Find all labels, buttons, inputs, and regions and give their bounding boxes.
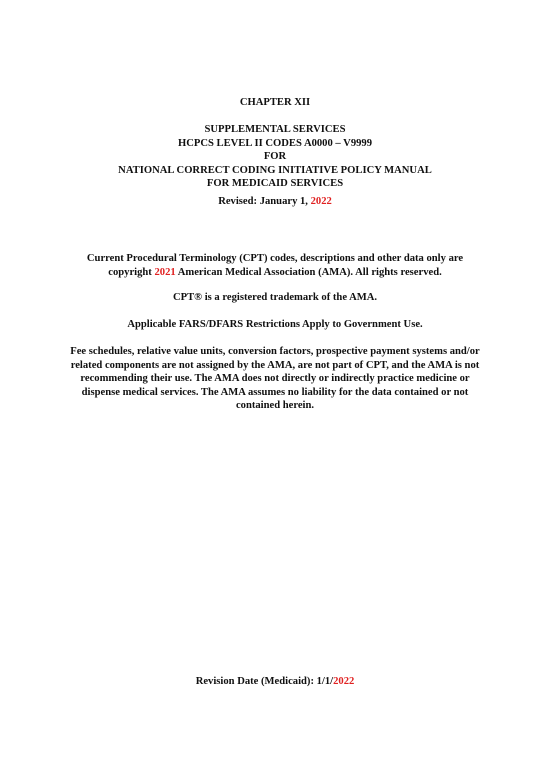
fars-notice [55,318,495,332]
revised-year: 2022 [310,196,332,207]
trademark-line: CPT® is a registered trademark of the AMA. [172,292,378,303]
fee-line-5: contained herein. [235,400,315,411]
footer-line [55,675,495,689]
fee-line-2: related components are not assigned by the AMA, are not part of CPT, and the AMA is not [70,359,480,371]
revision-date-footer [55,675,495,689]
title-line-2: HCPCS LEVEL II CODES A0000 – V9999 [177,137,373,149]
title-line-1: SUPPLEMENTAL SERVICES [204,124,346,135]
trademark-notice [55,291,495,305]
fee-line-1: Fee schedules, relative value units, conversion factors, prospective payment systems and/or [70,346,480,357]
chapter-title: CHAPTER XII [239,97,311,108]
copyright-prefix: copyright [108,266,155,278]
revised-date [55,195,495,209]
copyright-suffix: American Medical Association (AMA). All rights reserved. [175,266,442,278]
fee-line-4: dispense medical services. The AMA assumes no liability for the data contained or not [81,386,469,398]
copyright-notice [55,252,495,279]
footer-prefix: Revision Date (Medicaid): 1/1/ [195,676,334,687]
revised-line [55,195,495,209]
title-line-3: FOR [263,151,287,162]
title-line-5: FOR MEDICAID SERVICES [206,178,344,189]
footer-year: 2022 [333,676,355,687]
document-title-block [55,123,495,191]
copyright-line-2 [55,266,495,280]
title-line-4: NATIONAL CORRECT CODING INITIATIVE POLICY MANUAL [118,164,432,176]
revised-prefix: Revised: January 1, [218,196,311,207]
copyright-year: 2021 [154,266,176,278]
fars-line: Applicable FARS/DFARS Restrictions Apply to Government Use. [127,319,423,330]
fee-schedule-disclaimer [55,345,495,413]
copyright-line-1: Current Procedural Terminology (CPT) codes, descriptions and other data only are [86,253,464,264]
fee-line-3: recommending their use. The AMA does not directly or indirectly practice medicine or [80,373,470,384]
chapter-heading [55,96,495,110]
